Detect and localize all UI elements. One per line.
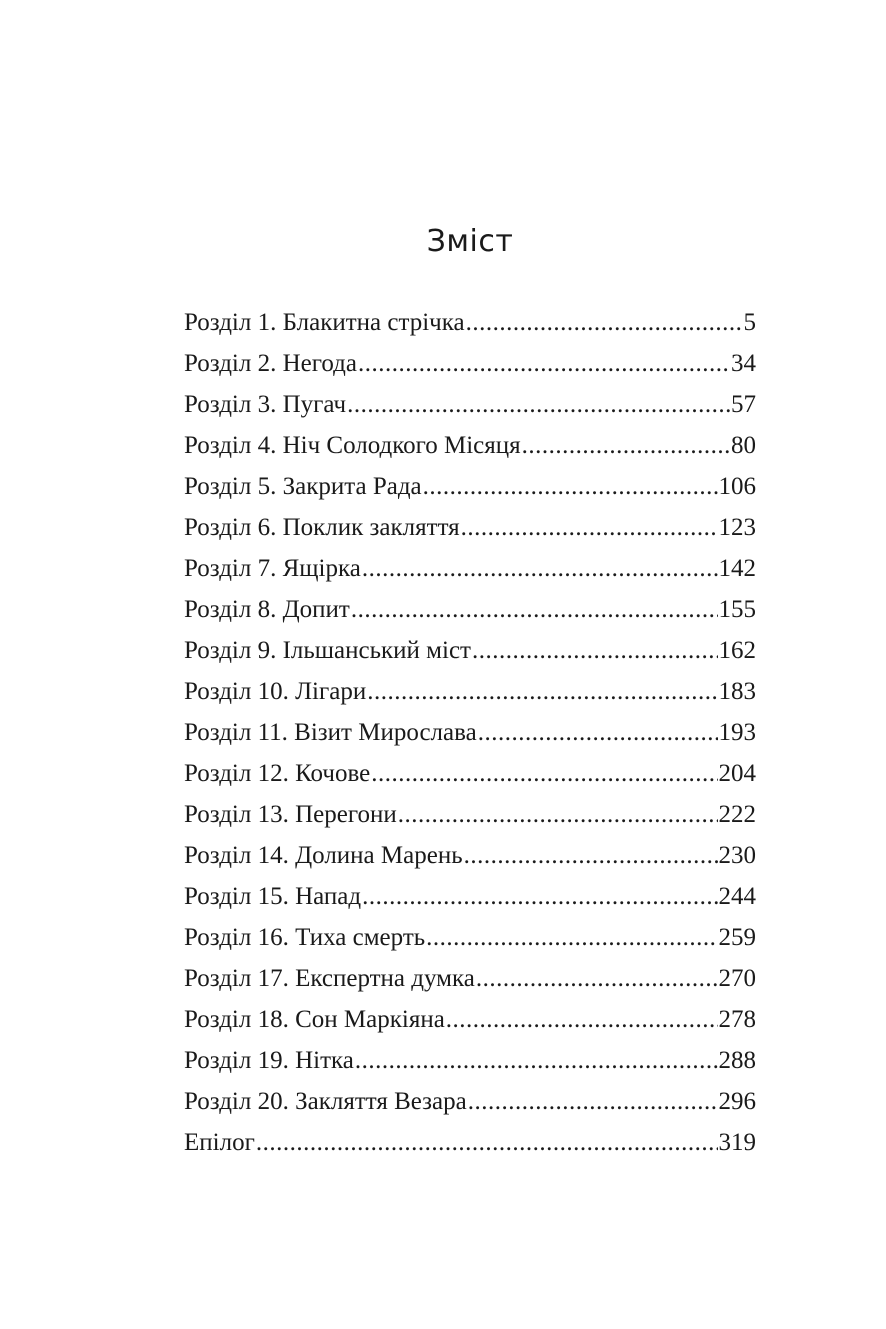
dot-leader	[358, 343, 730, 384]
toc-entry-label: Розділ 10. Лігари	[184, 678, 367, 705]
dot-leader	[468, 1081, 718, 1122]
toc-title: Зміст	[426, 224, 514, 259]
dot-leader	[362, 548, 718, 589]
dot-leader	[371, 753, 717, 794]
toc-entry-label: Розділ 13. Перегони	[184, 801, 397, 828]
toc-entry	[184, 425, 756, 466]
dot-leader	[423, 466, 718, 507]
dot-leader	[256, 1122, 718, 1163]
toc-entry	[184, 753, 756, 794]
dot-leader	[362, 876, 717, 917]
toc-entry	[184, 384, 756, 425]
toc-entry	[184, 548, 756, 589]
dot-leader	[461, 507, 718, 548]
toc-entry-label: Розділ 2. Негода	[184, 350, 357, 377]
toc-entry	[184, 630, 756, 671]
dot-leader	[347, 384, 730, 425]
toc-entry-label: Розділ 15. Напад	[184, 883, 362, 910]
toc-entry	[184, 917, 756, 958]
dot-leader	[367, 671, 717, 712]
toc-entry-page-number: 34	[731, 350, 756, 377]
toc-entry-label: Розділ 17. Експертна думка	[184, 965, 475, 992]
dot-leader	[355, 1040, 718, 1081]
toc-entry	[184, 302, 756, 343]
toc-entry-page-number: 162	[718, 637, 756, 664]
toc-entry-page-number: 244	[718, 883, 756, 910]
toc-entry	[184, 589, 756, 630]
toc-entry	[184, 671, 756, 712]
toc-entry	[184, 466, 756, 507]
toc-entry-page-number: 193	[718, 719, 756, 746]
toc-entry-page-number: 5	[743, 309, 756, 336]
toc-entry-label: Розділ 12. Кочове	[184, 760, 371, 787]
toc-entry-label: Розділ 8. Допит	[184, 596, 350, 623]
toc-entry-label: Розділ 18. Сон Маркіяна	[184, 1006, 445, 1033]
dot-leader	[476, 958, 718, 999]
toc-entry	[184, 1081, 756, 1122]
toc-entry-label: Розділ 20. Закляття Везара	[184, 1088, 467, 1115]
toc-entry-label: Епілог	[184, 1129, 255, 1156]
toc-entry	[184, 1040, 756, 1081]
toc-entry-page-number: 142	[718, 555, 756, 582]
toc-entry-label: Розділ 7. Ящірка	[184, 555, 361, 582]
toc-entry	[184, 835, 756, 876]
toc-entry	[184, 958, 756, 999]
toc-entry	[184, 712, 756, 753]
toc-entry-page-number: 270	[718, 965, 756, 992]
toc-entry-page-number: 155	[718, 596, 756, 623]
toc-entry-label: Розділ 5. Закрита Рада	[184, 473, 422, 500]
dot-leader	[466, 302, 743, 343]
toc-entry-page-number: 204	[718, 760, 756, 787]
toc-entry-label: Розділ 1. Блакитна стрічка	[184, 309, 465, 336]
toc-entry	[184, 507, 756, 548]
toc-entry-label: Розділ 3. Пугач	[184, 391, 347, 418]
toc-entry-label: Розділ 16. Тиха смерть	[184, 924, 426, 951]
dot-leader	[426, 917, 717, 958]
toc-entry-page-number: 123	[718, 514, 756, 541]
dot-leader	[351, 589, 718, 630]
toc-list	[184, 302, 756, 1163]
dot-leader	[398, 794, 718, 835]
toc-entry	[184, 1122, 756, 1163]
dot-leader	[464, 835, 718, 876]
toc-entry-page-number: 230	[718, 842, 756, 869]
toc-entry-label: Розділ 11. Візит Мирослава	[184, 719, 477, 746]
toc-entry-label: Розділ 9. Ільшанський міст	[184, 637, 471, 664]
toc-entry-page-number: 278	[718, 1006, 756, 1033]
dot-leader	[446, 999, 718, 1040]
toc-entry-page-number: 319	[718, 1129, 756, 1156]
toc-entry	[184, 999, 756, 1040]
toc-entry-page-number: 259	[718, 924, 756, 951]
dot-leader	[522, 425, 730, 466]
toc-entry-page-number: 288	[718, 1047, 756, 1074]
toc-entry-label: Розділ 4. Ніч Солодкого Місяця	[184, 432, 521, 459]
toc-entry-page-number: 106	[718, 473, 756, 500]
toc-entry	[184, 794, 756, 835]
toc-entry-page-number: 183	[718, 678, 756, 705]
toc-entry-page-number: 296	[718, 1088, 756, 1115]
toc-entry	[184, 343, 756, 384]
dot-leader	[472, 630, 718, 671]
toc-entry-page-number: 222	[718, 801, 756, 828]
toc-entry-label: Розділ 14. Долина Марень	[184, 842, 463, 869]
toc-entry-label: Розділ 6. Поклик закляття	[184, 514, 460, 541]
dot-leader	[478, 712, 718, 753]
toc-entry-page-number: 80	[731, 432, 756, 459]
toc-entry-label: Розділ 19. Нітка	[184, 1047, 354, 1074]
toc-entry	[184, 876, 756, 917]
toc-entry-page-number: 57	[731, 391, 756, 418]
